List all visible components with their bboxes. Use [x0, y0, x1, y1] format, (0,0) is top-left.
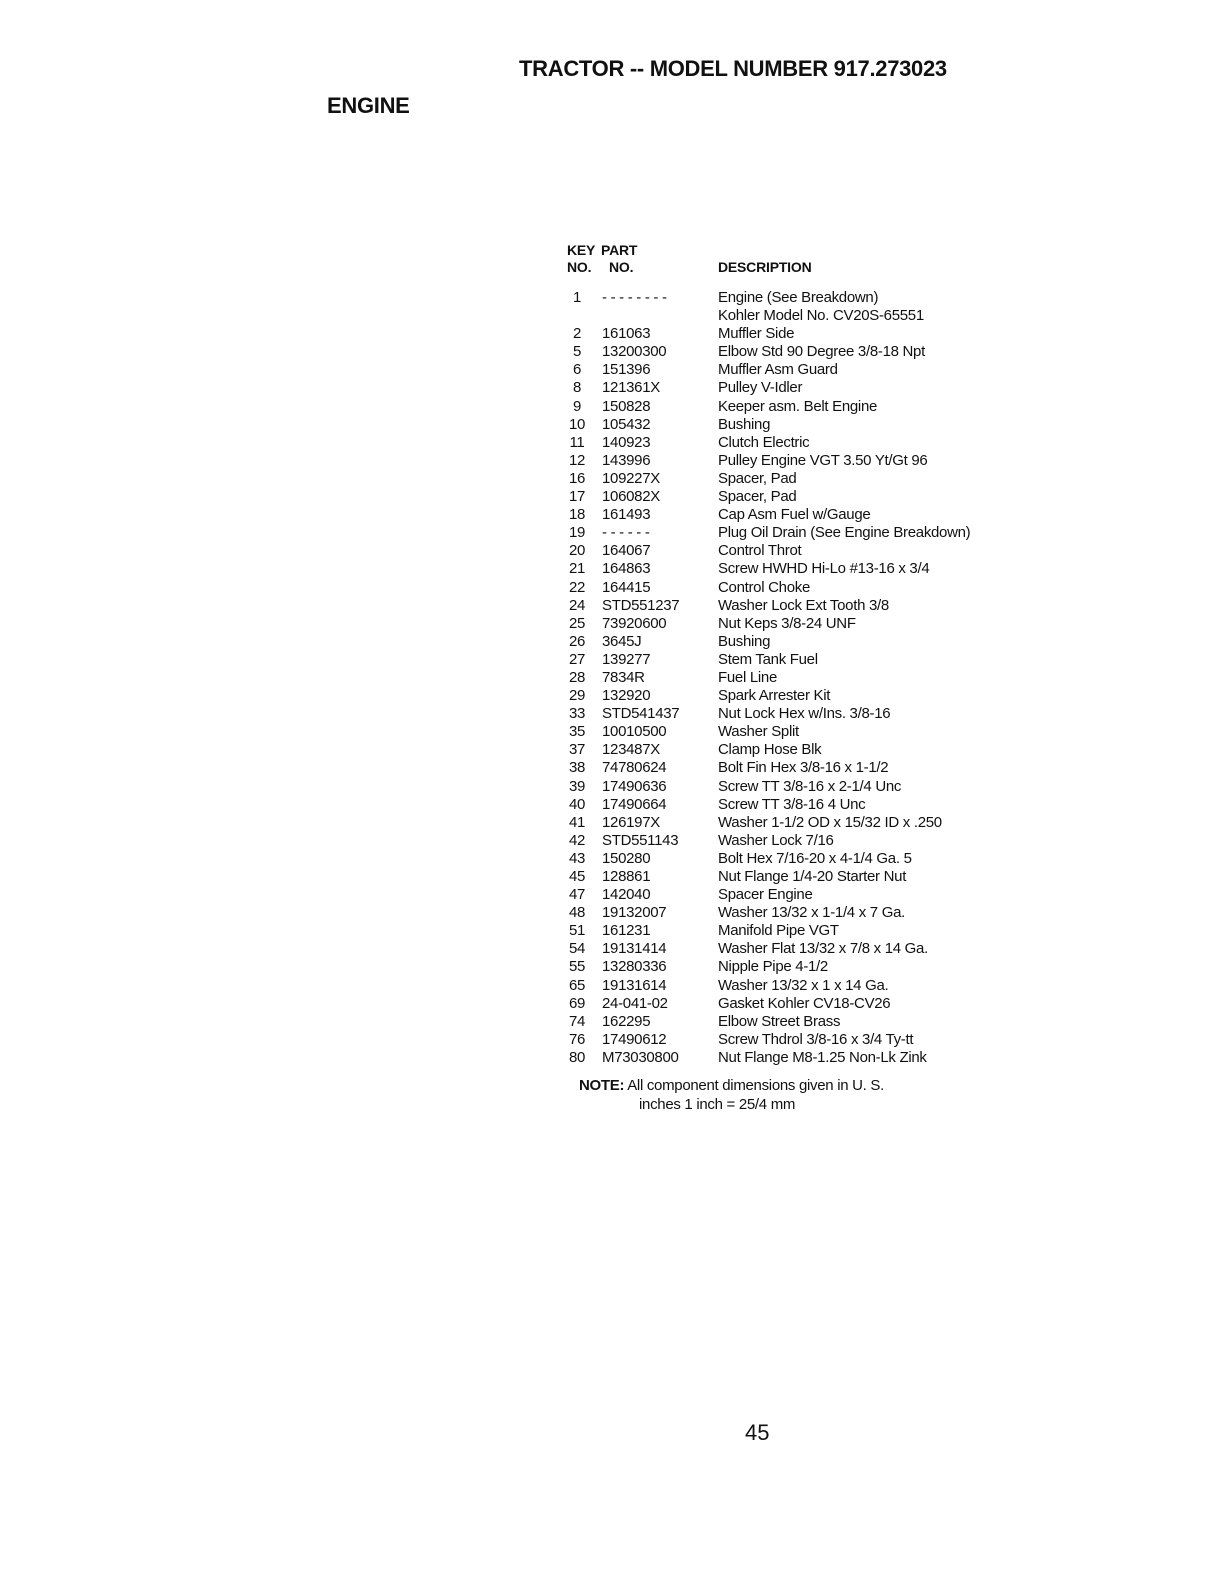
- key-number: 48: [568, 904, 586, 922]
- part-description: Clamp Hose Blk: [718, 741, 822, 759]
- part-description: Washer Lock Ext Tooth 3/8: [718, 596, 889, 614]
- part-description: Nut Lock Hex w/Ins. 3/8-16: [718, 705, 891, 723]
- part-number: 143996: [602, 451, 651, 469]
- key-number: 18: [568, 506, 586, 524]
- key-number: 43: [568, 849, 586, 867]
- part-description: Control Choke: [718, 578, 810, 596]
- key-number: 76: [568, 1030, 586, 1048]
- part-description: Cap Asm Fuel w/Gauge: [718, 506, 871, 524]
- key-number: 6: [572, 361, 582, 379]
- part-number: 150828: [602, 397, 651, 415]
- key-number: 21: [568, 560, 586, 578]
- part-description: Kohler Model No. CV20S-65551: [718, 307, 924, 325]
- note-line-2: inches 1 inch = 25/4 mm: [639, 1096, 796, 1113]
- key-header-bottom: NO.: [567, 259, 592, 275]
- key-number: 25: [568, 614, 586, 632]
- description-header: DESCRIPTION: [718, 259, 812, 275]
- key-number: 22: [568, 578, 586, 596]
- part-description: Washer 13/32 x 1 x 14 Ga.: [718, 976, 889, 994]
- part-description: Elbow Street Brass: [718, 1012, 841, 1030]
- part-description: Bolt Hex 7/16-20 x 4-1/4 Ga. 5: [718, 849, 912, 867]
- page-title: TRACTOR -- MODEL NUMBER 917.273023: [519, 56, 947, 81]
- part-description: Pulley V-Idler: [718, 379, 803, 397]
- part-number: 150280: [602, 849, 651, 867]
- part-description: Bushing: [718, 632, 771, 650]
- part-description: Nut Keps 3/8-24 UNF: [718, 614, 856, 632]
- key-number: 26: [568, 632, 586, 650]
- part-number: 106082X: [602, 488, 660, 506]
- key-number: 38: [568, 759, 586, 777]
- part-description: Spacer Engine: [718, 886, 813, 904]
- part-description: Control Throt: [718, 542, 802, 560]
- part-number: 128861: [602, 868, 651, 885]
- part-number: 17490612: [602, 1030, 667, 1048]
- part-number: 19132007: [602, 904, 667, 922]
- key-number: 9: [572, 397, 582, 415]
- part-number: 105432: [602, 415, 651, 433]
- key-number: 8: [572, 379, 582, 397]
- key-number: 41: [568, 813, 586, 831]
- part-number: 164863: [602, 560, 651, 578]
- key-number: 2: [572, 325, 582, 343]
- key-number: 47: [568, 886, 586, 904]
- page-number: 45: [745, 1420, 770, 1445]
- part-description: Gasket Kohler CV18-CV26: [718, 994, 891, 1012]
- part-number: 17490636: [602, 777, 667, 795]
- part-number: 161063: [602, 325, 651, 343]
- part-description: Bushing: [718, 415, 771, 433]
- key-number: 1: [572, 289, 582, 306]
- part-number: 7834R: [602, 668, 645, 686]
- note-line-1: All component dimensions given in U. S.: [627, 1077, 884, 1094]
- part-number: 13280336: [602, 958, 667, 976]
- key-number: 65: [568, 976, 586, 994]
- key-number: 55: [568, 958, 586, 976]
- part-number: 126197X: [602, 813, 660, 831]
- key-number: 16: [568, 469, 586, 487]
- part-description: Manifold Pipe VGT: [718, 922, 839, 940]
- part-header-bottom: NO.: [609, 259, 634, 275]
- part-description: Muffler Side: [718, 325, 795, 343]
- key-number: 74: [568, 1012, 586, 1030]
- part-description: Pulley Engine VGT 3.50 Yt/Gt 96: [718, 451, 928, 469]
- part-number: M73030800: [602, 1048, 679, 1066]
- part-description: Nipple Pipe 4-1/2: [718, 958, 828, 976]
- part-number: 161231: [602, 922, 651, 940]
- part-number: 10010500: [602, 723, 667, 741]
- key-number: 20: [568, 542, 586, 560]
- key-number: 11: [569, 433, 585, 451]
- part-number: 24-041-02: [602, 994, 668, 1012]
- key-number: 24: [568, 596, 586, 614]
- part-description: Screw TT 3/8-16 x 2-1/4 Unc: [718, 777, 902, 795]
- part-number: STD551143: [602, 831, 679, 849]
- note-label: NOTE:: [579, 1077, 625, 1094]
- part-header-top: PART: [601, 242, 638, 258]
- part-number: STD541437: [602, 705, 680, 723]
- part-description: Washer Flat 13/32 x 7/8 x 14 Ga.: [718, 940, 928, 958]
- part-description: Nut Flange 1/4-20 Starter Nut: [718, 868, 907, 885]
- part-number: 162295: [602, 1012, 651, 1030]
- part-number: 142040: [602, 886, 651, 904]
- part-description: Keeper asm. Belt Engine: [718, 397, 878, 415]
- part-description: Washer Split: [718, 723, 799, 741]
- key-number: 27: [568, 650, 586, 668]
- key-number: 69: [568, 994, 586, 1012]
- part-number: 123487X: [602, 741, 660, 759]
- key-number: 80: [568, 1048, 586, 1066]
- part-number: 3645J: [602, 632, 642, 650]
- part-number: 161493: [602, 506, 651, 524]
- key-header-top: KEY: [567, 242, 596, 258]
- key-number: 28: [568, 668, 586, 686]
- part-description: Spacer, Pad: [718, 488, 797, 506]
- key-number: 42: [568, 831, 586, 849]
- part-number: 19131414: [602, 940, 667, 958]
- key-number: 19: [568, 524, 586, 542]
- key-number: 12: [568, 451, 586, 469]
- part-description: Screw HWHD Hi-Lo #13-16 x 3/4: [718, 560, 930, 578]
- part-description: Fuel Line: [718, 668, 778, 686]
- part-number: 164415: [602, 578, 651, 596]
- part-description: Spacer, Pad: [718, 469, 797, 487]
- part-number: 109227X: [602, 469, 660, 487]
- part-number: 132920: [602, 687, 651, 705]
- part-number: 17490664: [602, 795, 667, 813]
- section-title: ENGINE: [327, 93, 410, 118]
- part-number: STD551237: [602, 596, 680, 614]
- part-description: Elbow Std 90 Degree 3/8-18 Npt: [718, 343, 925, 361]
- part-description: Spark Arrester Kit: [718, 687, 831, 705]
- part-number: 13200300: [602, 343, 667, 361]
- key-number: 51: [568, 922, 586, 940]
- part-number: 151396: [602, 361, 651, 379]
- part-description: Washer Lock 7/16: [718, 831, 834, 849]
- part-number: - - - - - -: [602, 524, 650, 542]
- key-number: 45: [568, 868, 586, 885]
- part-number: 140923: [602, 433, 651, 451]
- part-description: Washer 1-1/2 OD x 15/32 ID x .250: [718, 813, 942, 831]
- part-description: Washer 13/32 x 1-1/4 x 7 Ga.: [718, 904, 905, 922]
- part-description: Screw TT 3/8-16 4 Unc: [718, 795, 866, 813]
- part-description: Clutch Electric: [718, 433, 810, 451]
- key-number: 29: [568, 687, 586, 705]
- part-description: Plug Oil Drain (See Engine Breakdown): [718, 524, 971, 542]
- part-number: - - - - - - - -: [602, 289, 667, 306]
- part-number: 73920600: [602, 614, 667, 632]
- part-number: 164067: [602, 542, 651, 560]
- key-number: 40: [568, 795, 586, 813]
- part-number: 121361X: [602, 379, 660, 397]
- key-number: 37: [568, 741, 586, 759]
- key-number: 39: [568, 777, 586, 795]
- part-number: 19131614: [602, 976, 667, 994]
- part-description: Muffler Asm Guard: [718, 361, 838, 379]
- part-number: 74780624: [602, 759, 667, 777]
- key-number: 33: [568, 705, 586, 723]
- part-description: Screw Thdrol 3/8-16 x 3/4 Ty-tt: [718, 1030, 914, 1048]
- part-description: Bolt Fin Hex 3/8-16 x 1-1/2: [718, 759, 889, 777]
- key-number: 54: [568, 940, 586, 958]
- key-number: 17: [568, 488, 586, 506]
- key-number: 35: [568, 723, 586, 741]
- part-number: 139277: [602, 650, 651, 668]
- note: [579, 1076, 884, 1114]
- key-number: 5: [572, 343, 582, 361]
- part-description: Stem Tank Fuel: [718, 650, 818, 668]
- part-description: Engine (See Breakdown): [718, 289, 879, 306]
- part-description: Nut Flange M8-1.25 Non-Lk Zink: [718, 1048, 927, 1066]
- key-number: 10: [568, 415, 586, 433]
